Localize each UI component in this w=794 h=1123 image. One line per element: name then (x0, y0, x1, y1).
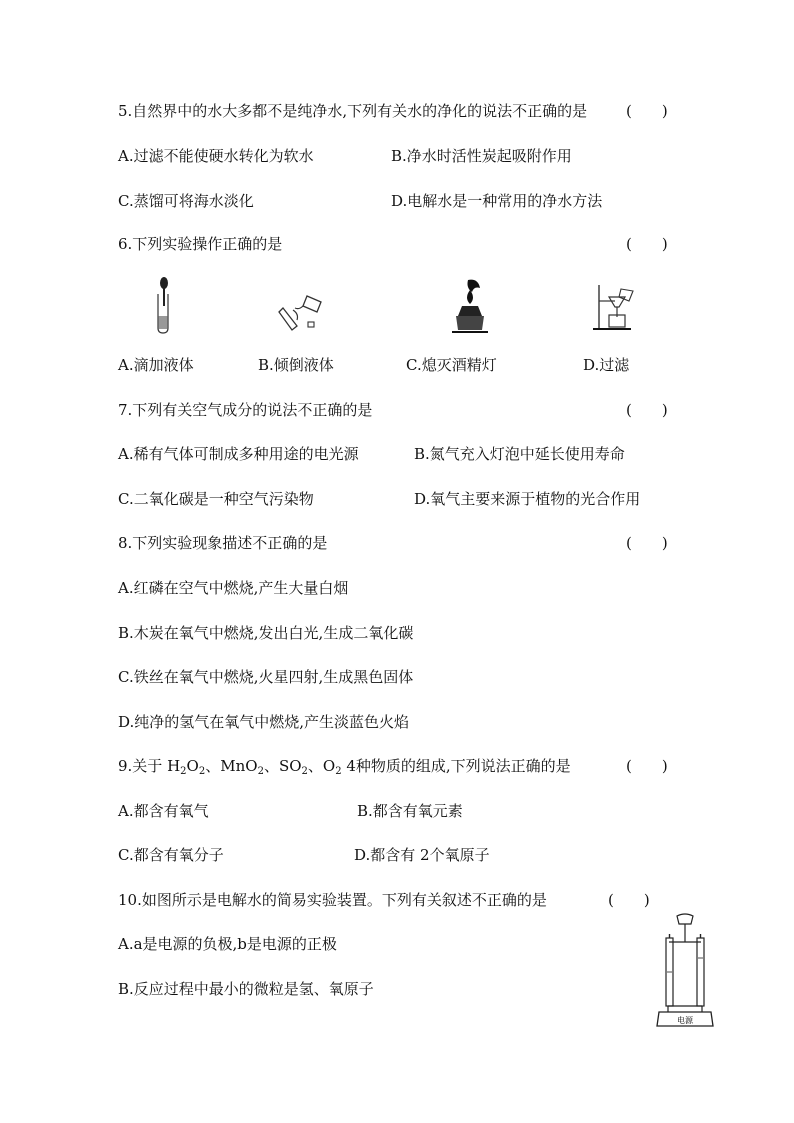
question-5-option-d: D.电解水是一种常用的净水方法 (391, 192, 603, 210)
question-8-stem: 8.下列实验现象描述不正确的是 (118, 534, 328, 552)
question-7-option-d: D.氧气主要来源于植物的光合作用 (414, 490, 641, 508)
question-9-option-d: D.都含有 2个氧原子 (354, 846, 490, 864)
question-9-option-a: A.都含有氧气 (118, 802, 209, 820)
question-6-option-b: B.倾倒液体 (258, 356, 334, 374)
question-9-stem: 9.关于 $H_2O_2$、MnO$_2$、$SO_2$、$O_2$ 4种物质的组成,下列说法正确的是 (118, 757, 571, 777)
question-10-answer-paren[interactable]: ( ) (608, 891, 650, 909)
question-9-option-b: B.都含有氧元素 (357, 802, 463, 820)
question-7-option-a: A.稀有气体可制成多种用途的电光源 (118, 445, 359, 463)
question-8-option-d: D.纯净的氢气在氧气中燃烧,产生淡蓝色火焰 (118, 713, 410, 731)
question-8-option-a: A.红磷在空气中燃烧,产生大量白烟 (118, 579, 349, 597)
question-5-stem: 5.自然界中的水大多都不是纯净水,下列有关水的净化的说法不正确的是 (118, 102, 588, 120)
question-5-option-c: C.蒸馏可将海水淡化 (118, 192, 254, 210)
question-5-option-a: A.过滤不能使硬水转化为软水 (118, 147, 314, 165)
question-8-option-b: B.木炭在氧气中燃烧,发出白光,生成二氧化碳 (118, 624, 414, 642)
question-7-option-b: B.氮气充入灯泡中延长使用寿命 (414, 445, 625, 463)
filtration-setup-icon (591, 283, 639, 333)
question-6-option-a: A.滴加液体 (118, 356, 194, 374)
pouring-liquid-icon (277, 290, 325, 336)
question-10-option-a: A.a是电源的负极,b是电源的正极 (118, 935, 337, 953)
question-7-option-c: C.二氧化碳是一种空气污染物 (118, 490, 314, 508)
question-7-answer-paren[interactable]: ( ) (626, 401, 668, 419)
question-7-stem: 7.下列有关空气成分的说法不正确的是 (118, 401, 373, 419)
question-8-option-c: C.铁丝在氧气中燃烧,火星四射,生成黑色固体 (118, 668, 414, 686)
power-supply-label: 电源 (677, 1016, 693, 1025)
question-8-answer-paren[interactable]: ( ) (626, 534, 668, 552)
question-10-option-b: B.反应过程中最小的微粒是氢、氧原子 (118, 980, 374, 998)
question-6-option-c: C.熄灭酒精灯 (406, 356, 497, 374)
question-10-stem: 10.如图所示是电解水的简易实验装置。下列有关叙述不正确的是 (118, 891, 547, 909)
question-6-option-d: D.过滤 (583, 356, 630, 374)
electrolysis-apparatus-icon (655, 912, 717, 1030)
question-5-answer-paren[interactable]: ( ) (626, 102, 668, 120)
blowing-out-lamp-icon (446, 276, 492, 336)
question-5-option-b: B.净水时活性炭起吸附作用 (391, 147, 572, 165)
question-9-answer-paren[interactable]: ( ) (626, 757, 668, 775)
dropper-tube-icon (146, 276, 186, 336)
question-9-prefix: 9.关于 H (118, 757, 181, 775)
question-6-stem: 6.下列实验操作正确的是 (118, 235, 283, 253)
question-6-answer-paren[interactable]: ( ) (626, 235, 668, 253)
question-9-option-c: C.都含有氧分子 (118, 846, 224, 864)
